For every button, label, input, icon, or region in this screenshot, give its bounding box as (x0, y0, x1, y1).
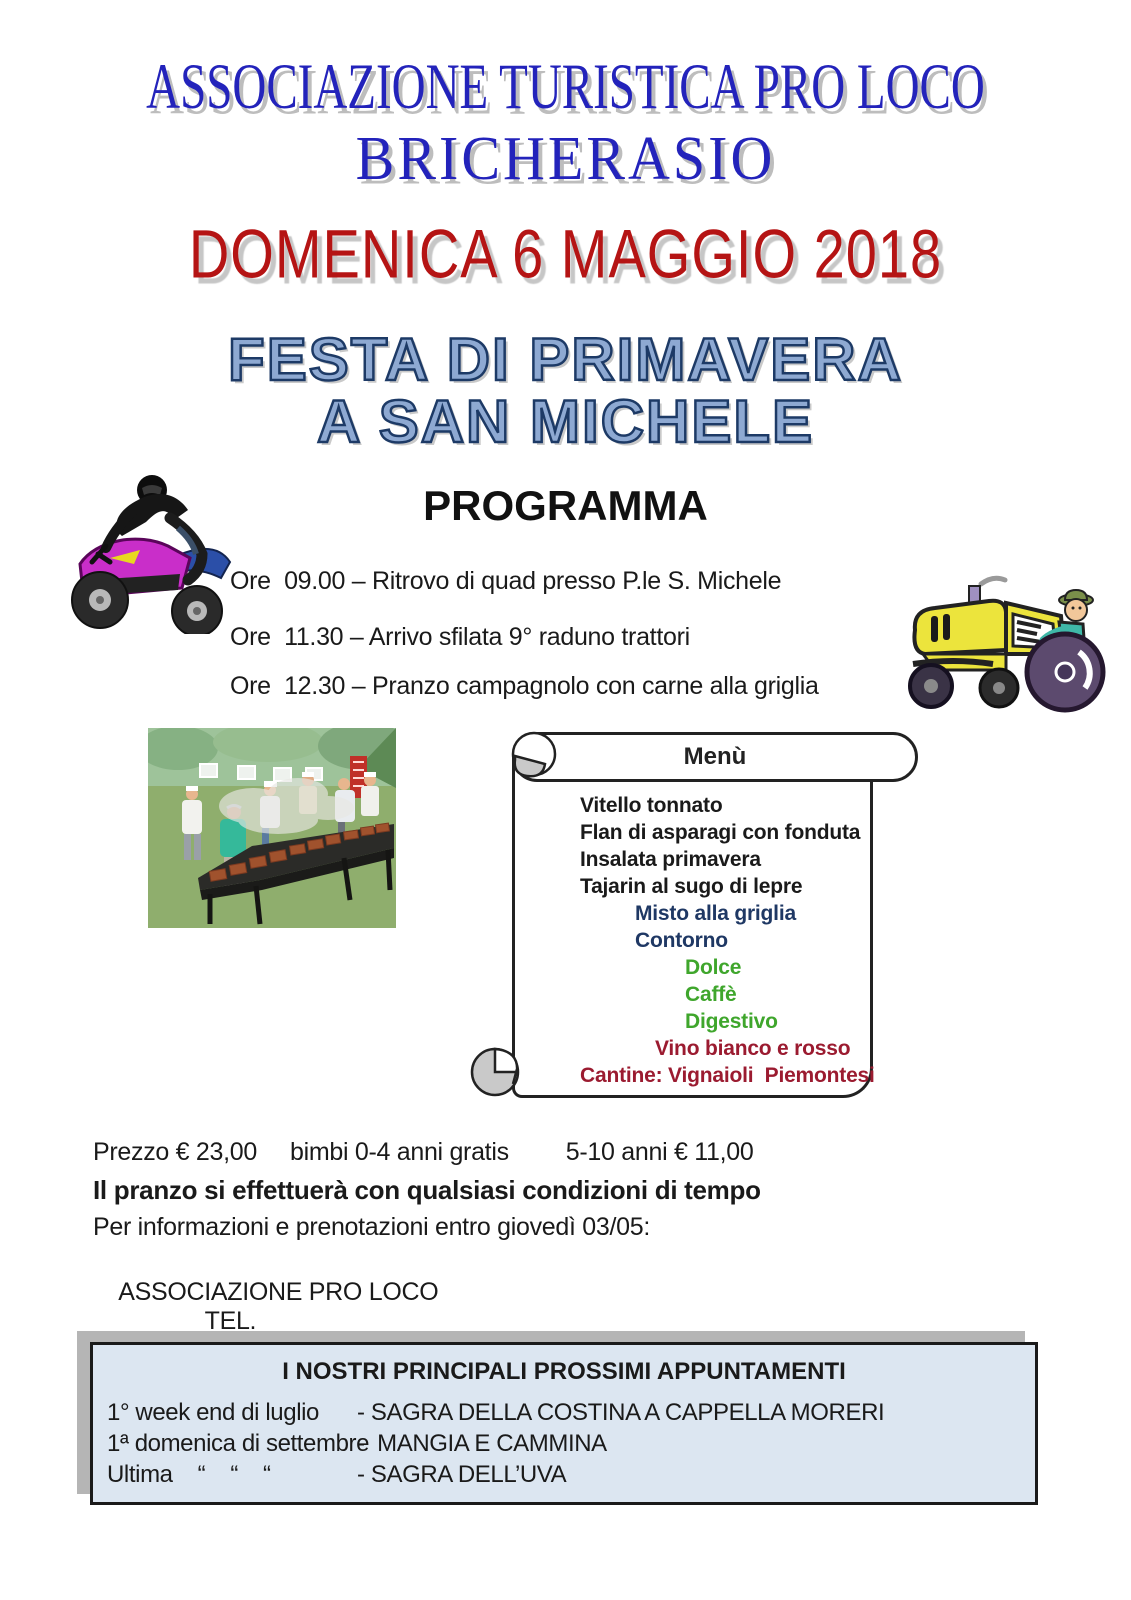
quad-rider-clipart (52, 462, 244, 634)
menu-item: Misto alla griglia (635, 902, 796, 925)
menu-item: Cantine: Vignaioli Piemontesi (580, 1064, 875, 1087)
menu-item: Insalata primavera (580, 848, 761, 871)
menu-item: Vitello tonnato (580, 794, 723, 817)
price-line (93, 1138, 753, 1167)
association-title-line1: ASSOCIAZIONE TURISTICA PRO LOCO (146, 51, 985, 124)
menu-header (512, 732, 918, 782)
appointment-when: 1° week end di luglio (107, 1399, 320, 1426)
menu-item: Dolce (685, 956, 742, 979)
event-title-line2: A SAN MICHELE (316, 388, 815, 455)
menu-item: Contorno (635, 929, 728, 952)
appointment-row (107, 1397, 1017, 1428)
menu-scroll (455, 712, 935, 1107)
tractor-farmer-clipart (893, 572, 1109, 718)
price-part: Prezzo € 23,00 (93, 1138, 257, 1166)
bbq-grill-photo (148, 728, 396, 928)
price-part: bimbi 0-4 anni gratis (289, 1138, 509, 1166)
appointment-what: - SAGRA DELLA COSTINA A CAPPELLA MORERI (357, 1399, 885, 1426)
menu-item: Flan di asparagi con fonduta (580, 821, 861, 844)
price-part: 5-10 anni € 11,00 (565, 1138, 754, 1166)
appointment-what: - MANGIA E CAMMINA (357, 1430, 607, 1457)
menu-title: Menù (683, 743, 747, 770)
programma-item: Ore 09.00 – Ritrovo di quad presso P.le S. Michele (230, 567, 782, 595)
menu-item: Caffè (685, 983, 737, 1006)
contact-name: ASSOCIAZIONE PRO LOCO (118, 1278, 439, 1306)
event-title-line1: FESTA DI PRIMAVERA (228, 326, 903, 393)
appointments-rows (107, 1397, 1017, 1490)
menu-item: Digestivo (685, 1010, 778, 1033)
appointment-when: Ultima “ “ “ (107, 1461, 271, 1488)
menu-item: Vino bianco e rosso (655, 1037, 851, 1060)
appointments-title: I NOSTRI PRINCIPALI PROSSIMI APPUNTAMENTI (282, 1358, 846, 1385)
tel-label: TEL. (204, 1307, 257, 1335)
menu-item: Tajarin al sugo di lepre (580, 875, 803, 898)
menu-items (580, 792, 875, 1089)
programma-heading: PROGRAMMA (423, 482, 708, 529)
weather-note: Il pranzo si effettuerà con qualsiasi condizioni di tempo (93, 1175, 761, 1205)
appointments-box (90, 1342, 1038, 1505)
programma-list (230, 566, 819, 701)
programma-item: Ore 12.30 – Pranzo campagnolo con carne alla griglia (230, 672, 819, 700)
appointment-when: 1ª domenica di settembre (107, 1430, 370, 1457)
association-title-line2: BRICHERASIO (355, 123, 776, 194)
programma-item: Ore 11.30 – Arrivo sfilata 9° raduno trattori (230, 623, 690, 651)
event-date: DOMENICA 6 MAGGIO 2018 (188, 215, 943, 293)
appointment-row (107, 1428, 1017, 1459)
booking-note: Per informazioni e prenotazioni entro giovedì 03/05: (93, 1213, 650, 1241)
appointment-row (107, 1459, 1017, 1490)
appointment-what: - SAGRA DELL’UVA (357, 1461, 567, 1488)
